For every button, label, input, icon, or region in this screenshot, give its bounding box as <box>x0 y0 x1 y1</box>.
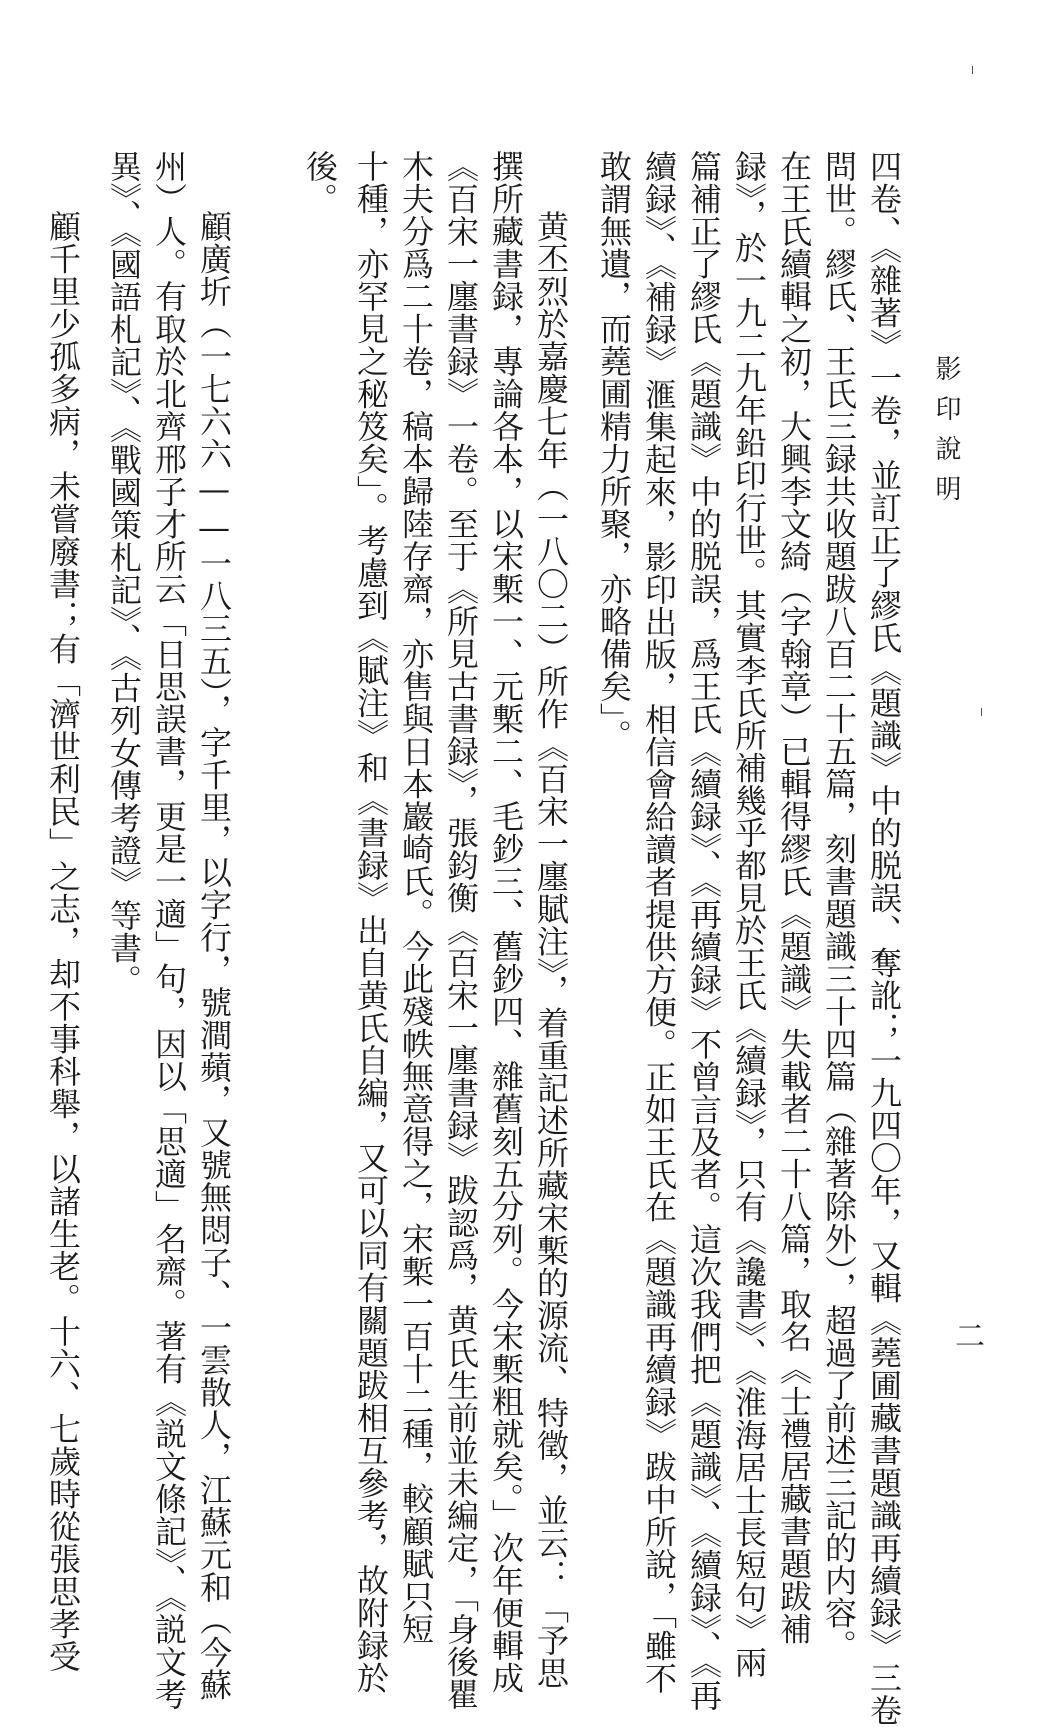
scan-speck <box>981 708 982 716</box>
text-column: 敢謂無遺，而蕘圃精力所聚，亦略備矣」。 <box>595 150 633 752</box>
text-column: 《百宋一廛書録》一卷。至于《所見古書録》，張鈞衡《百宋一廛書録》跋認爲，黄氏生前並未編定，「身後瞿 <box>442 150 480 1711</box>
text-column: 四卷、《雜著》一卷，並訂正了繆氏《題識》中的脱誤、奪訛；一九四〇年，又輯《蕘圃藏書題識再續録》三卷 <box>865 150 903 1727</box>
text-column: 州）人。有取於北齊邢子才所云「日思誤書，更是一適」句，因以「思適」名齋。著有《説文條記》、《説文考 <box>150 150 188 1711</box>
text-column: 後。 <box>301 150 339 215</box>
text-column: 在王氏續輯之初，大興李文綺（字翰章）已輯得繆氏《題識》失載者二十八篇，取名《士禮居藏書題跋補 <box>775 150 813 1645</box>
text-column: 十種，亦罕見之秘笈矣」。考慮到《賦注》和《書録》出自黄氏自編，又可以同有關題跋相互參考，故附録於 <box>352 150 390 1694</box>
text-column: 木夫分爲二十卷，稿本歸陸存齋，亦售與日本巖崎氏。今此殘帙無意得之，宋槧一百十二種，較顧賦只短 <box>397 150 435 1645</box>
text-column: 録》，於一九二九年鉛印行世。其實李氏所補幾乎都見於王氏《續録》，只有《讒書》、《淮海居士長短句》兩 <box>730 150 768 1679</box>
text-column: 續録》、《補録》滙集起來，影印出版，相信會給讀者提供方便。正如王氏在《題識再續録》跋中所說，「雖不 <box>640 150 678 1695</box>
page-number: 二 <box>949 1320 984 1350</box>
text-column: 篇補正了繆氏《題識》中的脱誤，爲王氏《續録》、《再續録》不曾言及者。這次我們把《題識》、《續録》、《再 <box>685 150 723 1712</box>
text-column: 顧千里少孤多病，未嘗廢書；有「濟世利民」之志，却不事科舉，以諸生老。十六、七歲時從張思孝受 <box>44 210 82 1673</box>
text-column: 撰所藏書録，專論各本，以宋槧一、元槧二、毛鈔三、舊鈔四、雜舊刻五分列。今宋槧粗就矣。」次年便輯成 <box>487 150 525 1694</box>
text-column: 黄丕烈於嘉慶七年（一八〇二）所作《百宋一廛賦注》，着重記述所藏宋槧的源流、特徵，並云：「予思 <box>532 210 570 1689</box>
page-header-title: 影印說明 <box>931 355 961 515</box>
scan-speck <box>972 66 973 74</box>
text-column: 顧廣圻（一七六六——一八三五），字千里，以字行，號澗蘋，又號無悶子、一雲散人，江蘇元和（今蘇 <box>195 210 233 1701</box>
text-column: 問世。繆氏、王氏三録共收題跋八百二十五篇，刻書題識三十四篇（雜著除外），超過了前述三記的内容。 <box>820 150 858 1662</box>
text-column: 異》、《國語札記》、《戰國策札記》、《古列女傳考證》等書。 <box>105 150 143 997</box>
